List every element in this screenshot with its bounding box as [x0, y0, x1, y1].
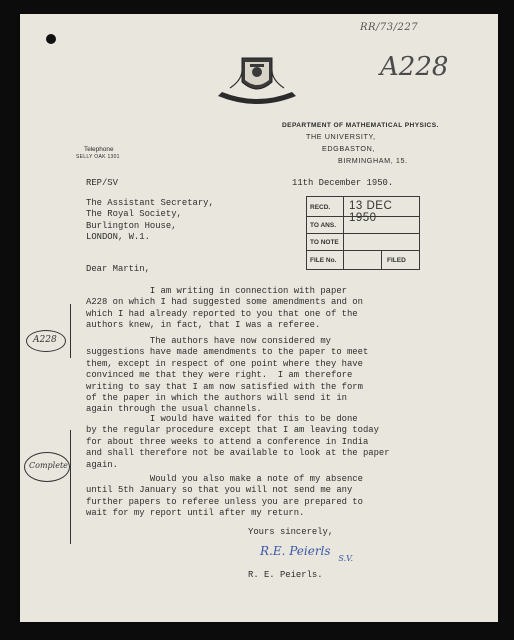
stamp-row-to-answer	[307, 217, 419, 234]
stamp-row-received	[307, 197, 419, 224]
margin-note-complete-text: Complete	[29, 461, 68, 470]
received-stamp	[306, 196, 420, 270]
stamp-divider-file	[381, 251, 382, 270]
stamp-file-number-label: FILE No.	[310, 257, 337, 264]
handwritten-file-number: A228	[380, 52, 449, 82]
university-name: THE UNIVERSITY,	[306, 132, 376, 141]
signature-initials: S.V.	[338, 554, 354, 563]
letter-reference: REP/SV	[86, 178, 118, 188]
margin-bracket-1	[70, 304, 71, 358]
signature-text: R.E. Peierls	[260, 544, 331, 558]
paragraph-1: I am writing in connection with paper A228 on which I had suggested some amendments and on which I had already reported to you that one of the authors knew, in fact, that I was a referee.	[86, 286, 363, 331]
handwritten-signature	[260, 544, 354, 563]
university-crest-icon	[212, 52, 302, 112]
margin-bracket-2	[70, 430, 71, 544]
stamp-filed-label: FILED	[387, 257, 406, 264]
telephone-label: Telephone	[84, 146, 114, 153]
stamp-to-answer-label: TO ANS.	[310, 222, 337, 229]
handwritten-reference: RR/73/227	[360, 22, 419, 33]
stamp-received-label: RECD.	[310, 204, 331, 211]
recipient-address: The Assistant Secretary, The Royal Society, Burlington House, LONDON, W.1.	[86, 198, 214, 243]
stamp-received-date: 13 DEC 1950	[349, 200, 393, 224]
margin-note-complete	[24, 452, 70, 482]
address-city: BIRMINGHAM, 15.	[338, 156, 408, 165]
margin-note-a228-text: A228	[33, 335, 57, 345]
punch-hole	[46, 34, 56, 44]
stamp-to-note-label: TO NOTE	[310, 239, 339, 246]
typed-name: R. E. Peierls.	[248, 570, 323, 580]
closing: Yours sincerely,	[248, 527, 334, 537]
paragraph-3: I would have waited for this to be done by the regular procedure except that I am leaving today for about three weeks to attend a conference in India and shall therefore not be available to look at the paper again.	[86, 414, 390, 470]
margin-note-a228	[26, 330, 66, 352]
letter-sheet	[20, 14, 498, 622]
department-name: DEPARTMENT OF MATHEMATICAL PHYSICS.	[282, 122, 439, 129]
stamp-row-file	[307, 251, 419, 270]
paragraph-2: The authors have now considered my suggestions have made amendments to the paper to meet them, except in respect of one point where they have convinced me that they were right. I am therefore writing to say that I am now satisfied with the form of the paper in which the authors will send it in again through the usual channels.	[86, 336, 369, 415]
letter-date: 11th December 1950.	[292, 178, 394, 188]
salutation: Dear Martin,	[86, 264, 150, 274]
paragraph-4: Would you also make a note of my absence until 5th January so that you will not send me any further papers to referee unless you are prepared to wait for my report until after my return.	[86, 474, 363, 519]
telephone-number: SELLY OAK 1301	[76, 154, 120, 160]
stamp-row-to-note	[307, 234, 419, 251]
address-edgbaston: EDGBASTON,	[322, 144, 375, 153]
